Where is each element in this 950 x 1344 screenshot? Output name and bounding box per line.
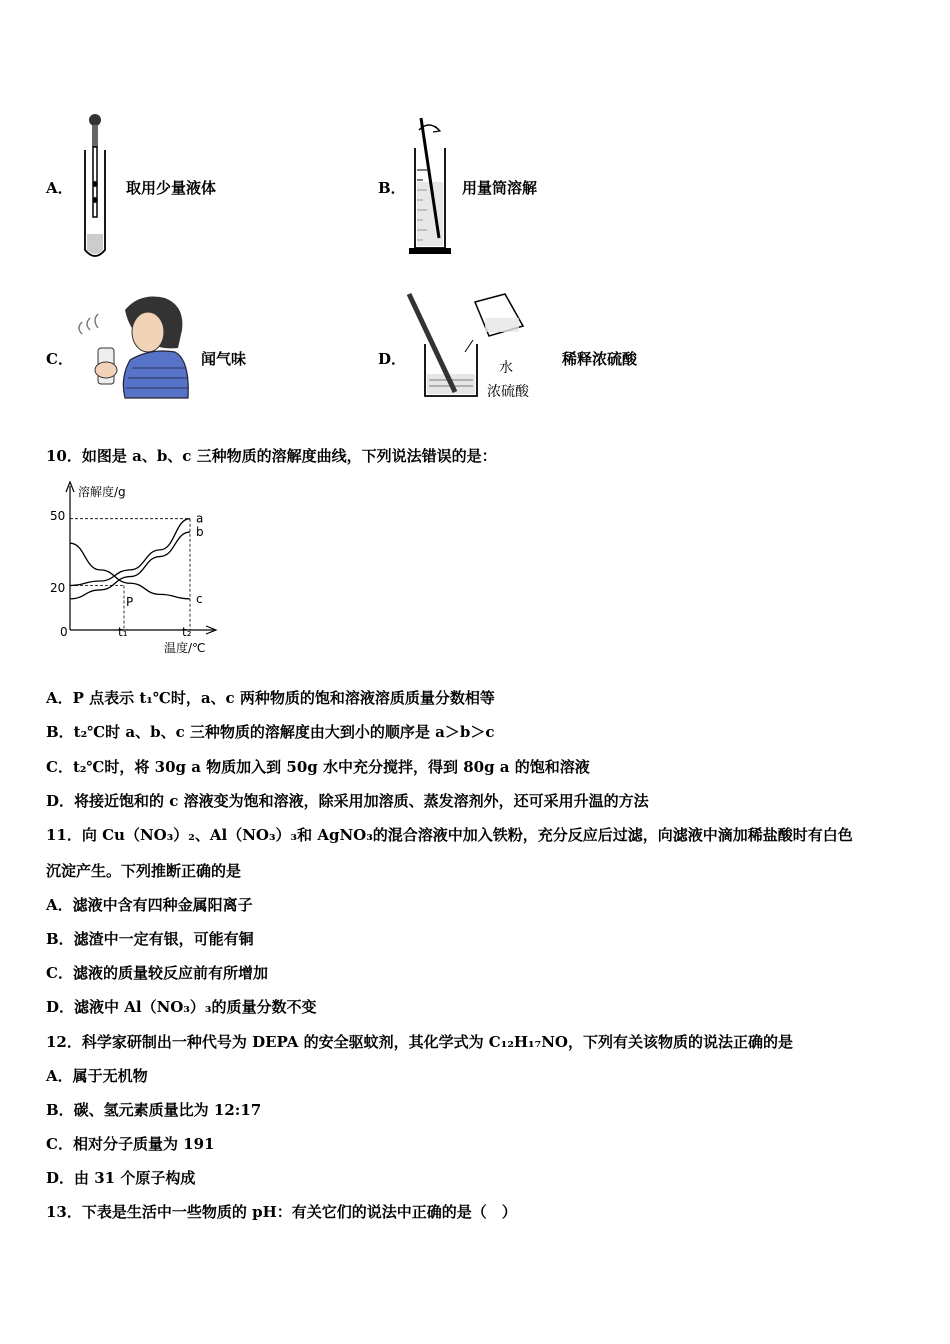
dilute-acid-figure [405, 290, 555, 402]
x-tick-t1: t₁ [118, 625, 128, 639]
curve-b [70, 532, 190, 599]
water-label: 水 [499, 360, 513, 376]
q10-option-a: A．P 点表示 t₁℃时，a、c 两种物质的饱和溶液溶质质量分数相等 [46, 689, 495, 707]
q10-stem: 10．如图是 a、b、c 三种物质的溶解度曲线，下列说法错误的是： [46, 447, 497, 465]
q9-option-c-letter: C． [46, 350, 73, 368]
conc-acid-label: 浓硫酸 [487, 384, 529, 400]
q9-option-c-text: 闻气味 [201, 350, 247, 368]
q12-option-d: D．由 31 个原子构成 [46, 1169, 196, 1187]
q10-option-c: C．t₂℃时，将 30g a 物质加入到 50g 水中充分搅拌，得到 80g a 的饱和溶液 [46, 758, 590, 776]
q11-option-a: A．滤液中含有四种金属阳离子 [46, 896, 253, 914]
y-tick-50: 50 [50, 509, 66, 523]
x-tick-0: 0 [60, 625, 68, 639]
q11-stem-line1: 11．向 Cu（NO₃）₂、Al（NO₃）₃和 AgNO₃的混合溶液中加入铁粉，充分反应后过滤，向滤液中滴加稀盐酸时有白色 [46, 826, 853, 844]
q9-option-b-text: 用量筒溶解 [462, 179, 538, 197]
solubility-chart [46, 478, 226, 656]
q13-stem: 13．下表是生活中一些物质的 pH：有关它们的说法中正确的是（ ） [46, 1203, 517, 1221]
curve-a [70, 519, 190, 586]
smelling-gas-boy-figure [70, 290, 195, 402]
point-p-label: P [126, 595, 134, 609]
graduated-cylinder-figure [405, 110, 455, 258]
x-axis-label: 温度/℃ [164, 641, 206, 655]
q12-stem: 12．科学家研制出一种代号为 DEPA 的安全驱蚊剂，其化学式为 C₁₂H₁₇NO，下列有关该物质的说法正确的是 [46, 1033, 793, 1051]
y-axis-label: 溶解度/g [78, 485, 126, 499]
q9-option-b-letter: B． [378, 179, 406, 197]
curve-label-a: a [196, 511, 204, 526]
dropper-test-tube-figure [76, 110, 116, 262]
curve-label-b: b [196, 525, 204, 540]
q11-option-d: D．滤液中 Al（NO₃）₃的质量分数不变 [46, 998, 317, 1016]
q10-option-b: B．t₂℃时 a、b、c 三种物质的溶解度由大到小的顺序是 a＞b＞c [46, 723, 495, 741]
q11-option-b: B．滤渣中一定有银，可能有铜 [46, 930, 254, 948]
q9-option-a-text: 取用少量液体 [126, 179, 217, 197]
q9-option-d-text: 稀释浓硫酸 [562, 350, 638, 368]
y-tick-20: 20 [50, 581, 66, 595]
curve-c [70, 543, 190, 599]
q9-option-a-letter: A． [46, 179, 73, 197]
q11-option-c: C．滤液的质量较反应前有所增加 [46, 964, 268, 982]
x-tick-t2: t₂ [182, 625, 192, 639]
curve-label-c: c [196, 591, 203, 606]
q12-option-b: B．碳、氢元素质量比为 12:17 [46, 1101, 262, 1119]
q10-option-d: D．将接近饱和的 c 溶液变为饱和溶液，除采用加溶质、蒸发溶剂外，还可采用升温的方法 [46, 792, 649, 810]
q11-stem-line2: 沉淀产生。下列推断正确的是 [46, 862, 242, 880]
q9-option-d-letter: D． [378, 350, 407, 368]
q12-option-a: A．属于无机物 [46, 1067, 148, 1085]
q12-option-c: C．相对分子质量为 191 [46, 1135, 215, 1153]
